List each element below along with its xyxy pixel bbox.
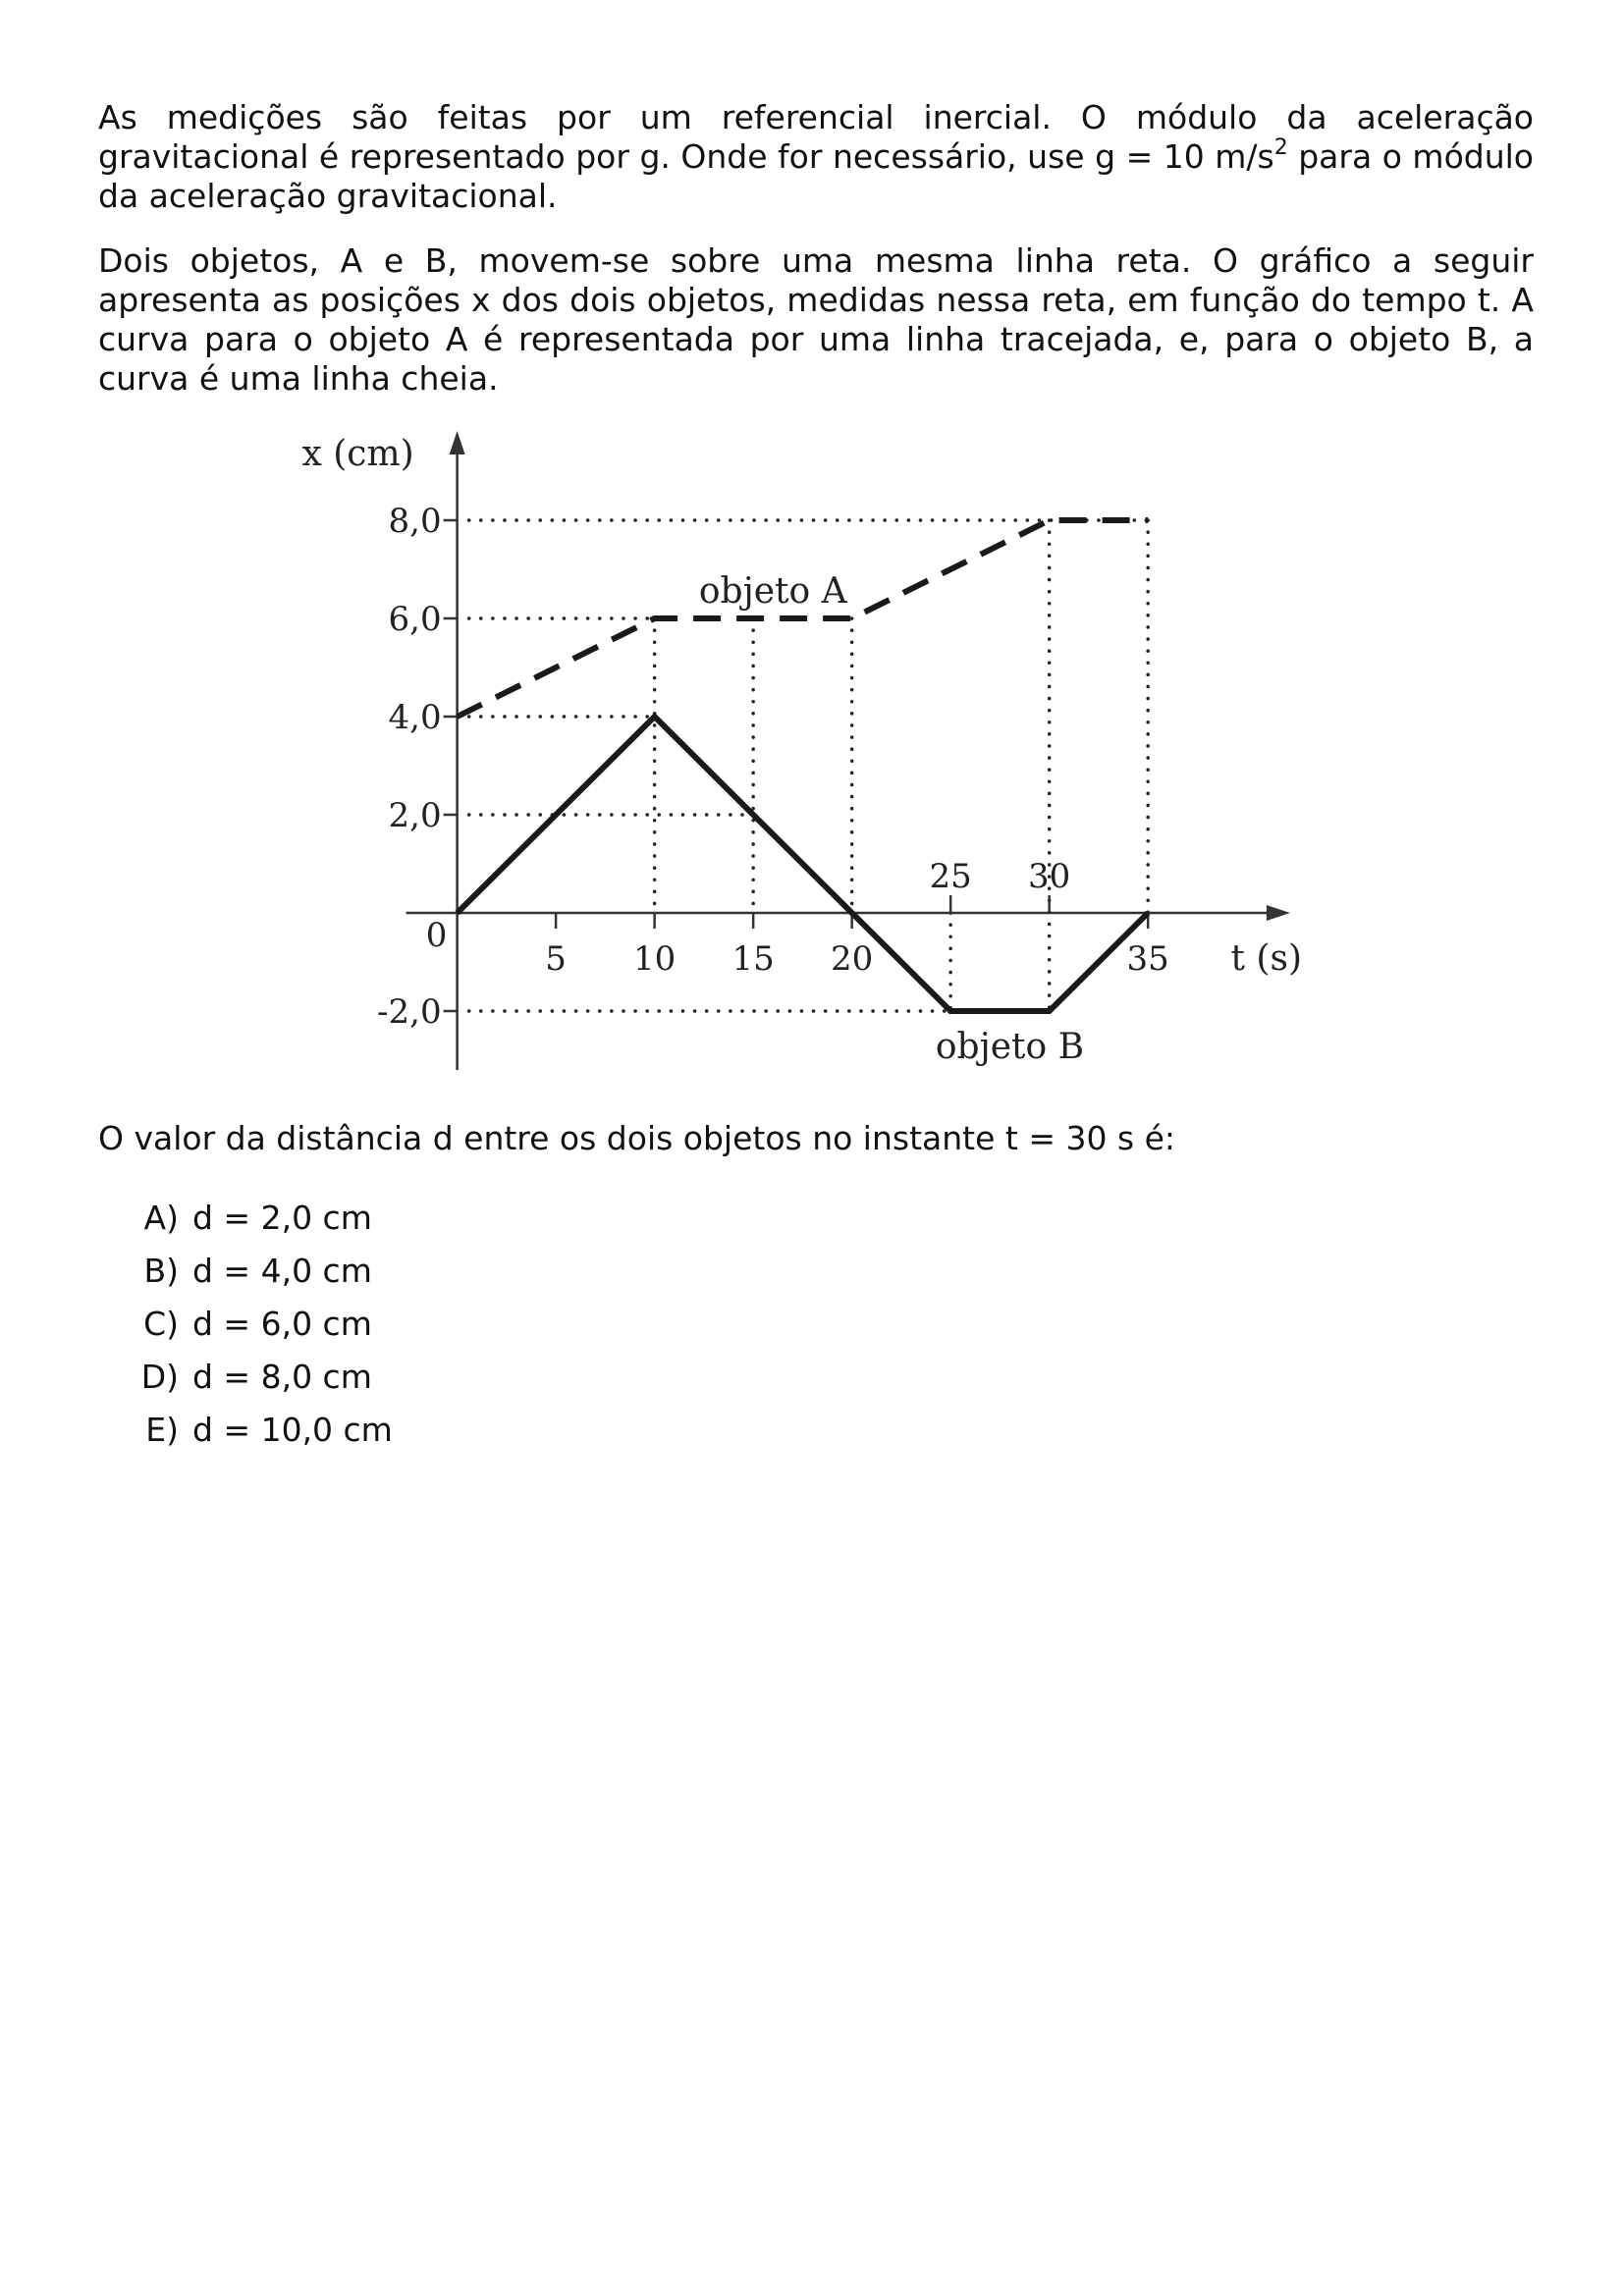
intro-paragraph-2: Dois objetos, A e B, movem-se sobre uma mesma linha reta. O gráfico a seguir apresenta as posições x dos dois objetos, medidas nessa reta, em função do tempo t. A curva para o objeto A é representada por uma linha tracejada, e, para o objeto B, a curva é uma linha cheia. xyxy=(98,241,1534,398)
option-b[interactable] xyxy=(128,1245,393,1298)
y-tick-label: 2,0 xyxy=(388,796,442,835)
answer-options xyxy=(128,1192,393,1457)
option-text: d = 4,0 cm xyxy=(192,1252,372,1290)
series-label-objeto-b: objeto B xyxy=(935,1027,1085,1067)
x-tick-label: 25 xyxy=(929,857,972,896)
option-letter: D) xyxy=(140,1358,179,1396)
option-text: d = 6,0 cm xyxy=(192,1305,372,1343)
intro-p1-text: As medições são feitas por um referencial inercial. O módulo da aceleração gravitacional é representado por g. Onde for necessário, use g = 10 m/s xyxy=(98,98,1534,176)
option-c[interactable] xyxy=(128,1298,393,1351)
chart-svg xyxy=(301,432,1306,1070)
option-letter: A) xyxy=(143,1199,179,1237)
option-text: d = 10,0 cm xyxy=(192,1411,393,1449)
intro-p1-text-end: para o módulo da aceleração gravitacional. xyxy=(98,137,1534,215)
x-axis-arrow-icon xyxy=(1267,905,1290,921)
option-letter: E) xyxy=(145,1411,179,1449)
y-tick-label: 8,0 xyxy=(388,502,442,541)
x-tick-label: 5 xyxy=(545,939,567,979)
option-text: d = 8,0 cm xyxy=(192,1358,372,1396)
y-axis-title: x (cm) xyxy=(301,434,414,474)
question-text: O valor da distância d entre os dois objetos no instante t = 30 s é: xyxy=(98,1119,1176,1157)
option-letter: B) xyxy=(143,1252,179,1290)
y-tick-label: 6,0 xyxy=(388,600,442,639)
x-tick-label: 20 xyxy=(831,939,874,979)
x-axis-title: t (s) xyxy=(1230,938,1302,979)
x-tick-label: 10 xyxy=(632,939,677,979)
x-tick-label: 30 xyxy=(1028,857,1071,896)
intro-paragraph-1 xyxy=(98,98,1534,216)
option-e[interactable] xyxy=(128,1404,393,1457)
position-time-chart xyxy=(301,432,1306,1070)
series-line-objeto-a xyxy=(458,520,1149,717)
y-tick-label: -2,0 xyxy=(377,992,442,1032)
option-d[interactable] xyxy=(128,1351,393,1404)
option-letter: C) xyxy=(143,1305,179,1343)
y-axis-arrow-icon xyxy=(450,431,465,454)
y-tick-label: 4,0 xyxy=(388,698,442,737)
option-text: d = 2,0 cm xyxy=(192,1199,372,1237)
option-a[interactable] xyxy=(128,1192,393,1245)
intro-p1-superscript: 2 xyxy=(1273,135,1288,160)
x-tick-label: 35 xyxy=(1126,939,1169,979)
x-tick-label: 0 xyxy=(425,916,448,955)
x-tick-label: 15 xyxy=(731,939,775,979)
series-label-objeto-a: objeto A xyxy=(698,571,847,612)
